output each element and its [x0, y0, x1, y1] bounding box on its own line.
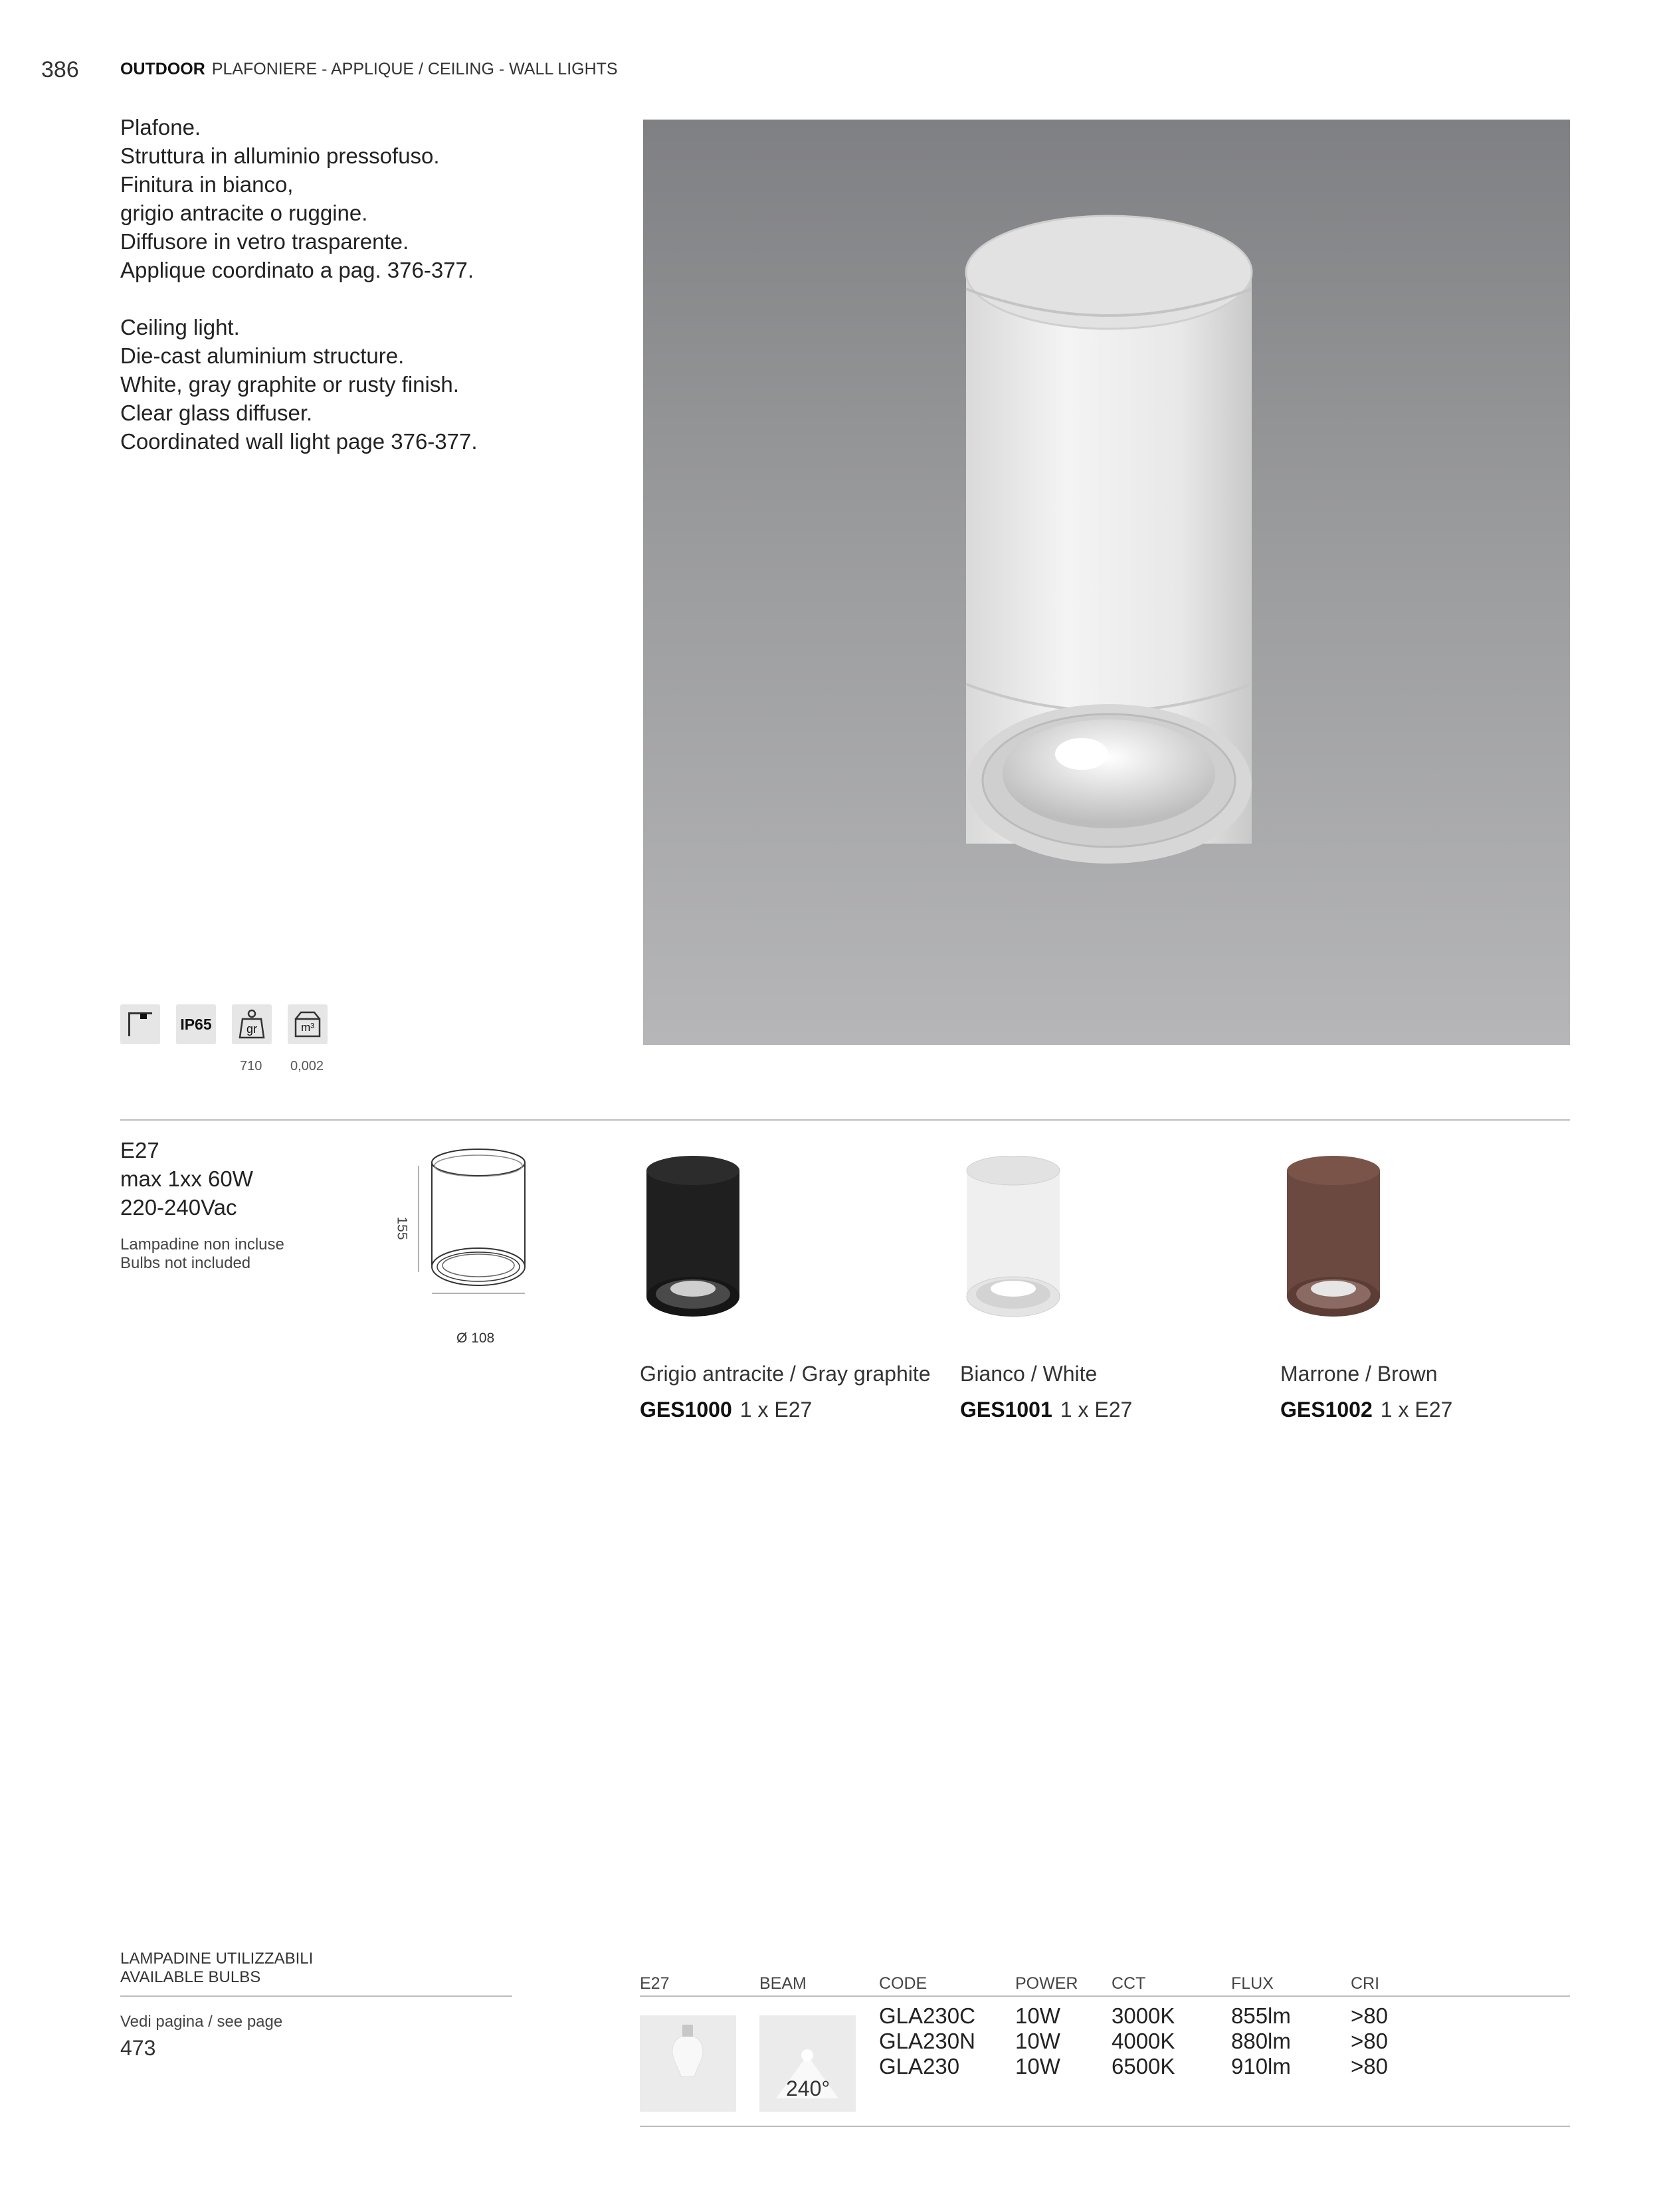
variant-code-line [1280, 1398, 1452, 1422]
variant-image-graphite [640, 1156, 746, 1322]
note-it: Lampadine non incluse [120, 1236, 284, 1253]
dimension-drawing [395, 1139, 541, 1352]
desc-it-line: Struttura in alluminio pressofuso. [120, 143, 440, 168]
desc-en-line: White, gray graphite or rusty finish. [120, 372, 459, 397]
variant-code: GES1001 [960, 1398, 1052, 1422]
variant-code: GES1000 [640, 1398, 732, 1422]
bulb-cct: 4000K [1112, 2029, 1175, 2053]
variant-name: Bianco / White [960, 1362, 1098, 1386]
col-header-beam: BEAM [759, 1974, 807, 1993]
col-header-power: POWER [1015, 1974, 1078, 1993]
see-page-label: Vedi pagina / see page [120, 2013, 283, 2031]
product-description [120, 113, 478, 456]
col-header-cri: CRI [1351, 1974, 1380, 1993]
variant-code-line [640, 1398, 812, 1422]
bulb-power: 10W [1015, 2054, 1060, 2078]
col-header-cct: CCT [1112, 1974, 1146, 1993]
volume-value: 0,002 [290, 1059, 324, 1073]
bulb-cri: >80 [1351, 2003, 1388, 2028]
see-page-number: 473 [120, 2036, 156, 2060]
col-header-e27: E27 [640, 1974, 670, 1993]
variant-lamp: 1 x E27 [1380, 1398, 1453, 1422]
variant-lamp: 1 x E27 [739, 1398, 813, 1422]
bulbs-note [120, 1236, 284, 1273]
bulb-flux: 855lm [1231, 2003, 1291, 2028]
spec-line: 220-240Vac [120, 1195, 237, 1220]
desc-en-line: Clear glass diffuser. [120, 401, 313, 425]
weight-icon [232, 1004, 272, 1044]
bulb-image [640, 2015, 736, 2112]
bulb-code: GLA230N [879, 2029, 975, 2053]
ip65-badge [176, 1004, 216, 1044]
section-title: OUTDOOR [120, 60, 205, 78]
desc-en-line: Coordinated wall light page 376-377. [120, 429, 478, 454]
spec-line: max 1xx 60W [120, 1166, 253, 1191]
ceiling-mount-icon [120, 1004, 160, 1044]
desc-it-line: Plafone. [120, 115, 201, 139]
variant-image-brown [1280, 1156, 1387, 1322]
bulb-flux: 910lm [1231, 2054, 1291, 2078]
electrical-spec [120, 1136, 253, 1222]
variant-code: GES1002 [1280, 1398, 1373, 1422]
variant-name: Grigio antracite / Gray graphite [640, 1362, 931, 1386]
desc-en-line: Ceiling light. [120, 315, 240, 339]
bulbs-section-title [120, 1950, 313, 1987]
ip-rating-text: IP65 [180, 1016, 212, 1033]
col-header-code: CODE [879, 1974, 927, 1993]
diameter-dimension: Ø 108 [456, 1331, 495, 1346]
section-subtitle: PLAFONIERE - APPLIQUE / CEILING - WALL LIGHTS [211, 60, 618, 78]
page-number: 386 [41, 57, 79, 82]
bulb-power: 10W [1015, 2029, 1060, 2053]
weight-value: 710 [240, 1059, 262, 1073]
bulb-cri: >80 [1351, 2029, 1388, 2053]
desc-it-line: Applique coordinato a pag. 376-377. [120, 258, 474, 282]
bulb-code: GLA230C [879, 2003, 975, 2028]
beam-angle-box [759, 2015, 856, 2112]
desc-en-line: Die-cast aluminium structure. [120, 343, 405, 368]
table-bottom-divider [640, 2126, 1570, 2127]
volume-unit: m³ [301, 1021, 314, 1034]
variant-lamp: 1 x E27 [1060, 1398, 1133, 1422]
variant-name: Marrone / Brown [1280, 1362, 1438, 1386]
height-dimension: 155 [394, 1216, 410, 1240]
table-header-divider [640, 1995, 1570, 1997]
desc-it-line: grigio antracite o ruggine. [120, 201, 368, 225]
bulbs-title-it: LAMPADINE UTILIZZABILI [120, 1950, 314, 1968]
section-header [120, 60, 618, 79]
product-photo [643, 120, 1570, 1045]
bulb-cct: 6500K [1112, 2054, 1175, 2078]
ceiling-light-illustration [643, 120, 1570, 1045]
bulbs-left-divider [120, 1995, 512, 1997]
package-volume-icon [288, 1004, 328, 1044]
beam-angle: 240° [786, 2076, 830, 2100]
bulbs-title-en: AVAILABLE BULBS [120, 1968, 261, 1986]
variant-image-white [960, 1156, 1066, 1322]
desc-it-line: Finitura in bianco, [120, 172, 294, 197]
section-divider [120, 1119, 1570, 1121]
bulb-flux: 880lm [1231, 2029, 1291, 2053]
weight-unit: gr [246, 1022, 257, 1036]
bulb-cct: 3000K [1112, 2003, 1175, 2028]
bulb-cri: >80 [1351, 2054, 1388, 2078]
desc-it-line: Diffusore in vetro trasparente. [120, 229, 409, 254]
col-header-flux: FLUX [1231, 1974, 1274, 1993]
spec-line: E27 [120, 1138, 159, 1162]
bulb-power: 10W [1015, 2003, 1060, 2028]
bulb-code: GLA230 [879, 2054, 960, 2078]
note-en: Bulbs not included [120, 1254, 251, 1272]
variant-code-line [960, 1398, 1132, 1422]
